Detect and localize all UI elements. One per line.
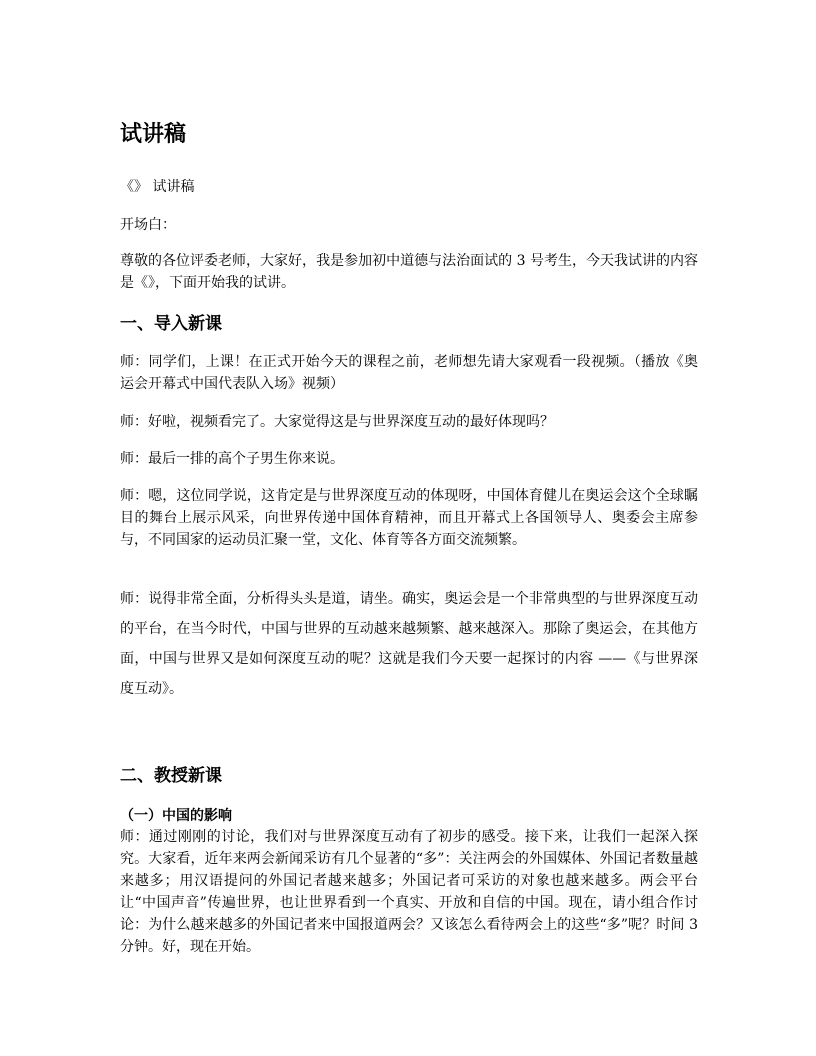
opening-label: 开场白： [120,217,176,233]
section1-heading: 一、导入新课 [120,314,222,334]
opening-text: 尊敬的各位评委老师，大家好，我是参加初中道德与法治面试的 3 号考生，今天我试讲的内容是《》，下面开始我的试讲。 [120,253,698,291]
section1-paragraph-3: 师：最后一排的高个子男生你来说。 [120,451,344,467]
section2-subheading: （一）中国的影响 [120,808,232,824]
section2-heading: 二、教授新课 [120,766,222,786]
document-title: 试讲稿 [120,122,187,147]
section1-paragraph-5: 师：说得非常全面，分析得头头是道，请坐。确实，奥运会是一个非常典型的与世界深度互动的平台，在当今时代，中国与世界的互动越来越频繁、越来越深入。那除了奥运会，在其他方面，中国与世界又是如何深度互动的呢？这就是我们今天要一起探讨的内容 ——《与世界深度互动》。 [120,591,698,697]
section1-paragraph-2: 师：好啦，视频看完了。大家觉得这是与世界深度互动的最好体现吗？ [120,414,554,430]
section1-paragraph-1: 师：同学们，上课！在正式开始今天的课程之前，老师想先请大家观看一段视频。（播放《奥运会开幕式中国代表队入场》视频） [120,354,698,392]
section2-paragraph: 师：通过刚刚的讨论，我们对与世界深度互动有了初步的感受。接下来，让我们一起深入探究。大家看，近年来两会新闻采访有几个显著的“多”：关注两会的外国媒体、外国记者数量越来越多；用汉语提问的外国记者越来越多；外国记者可采访的对象也越来越多。两会平台让“中国声音”传遍世界，也让世界看到一个真实、开放和自信的中国。现在，请小组合作讨论：为什么越来越多的外国记者来中国报道两会？又该怎么看待两会上的这些“多”呢？时间 3 分钟。好，现在开始。 [120,829,698,955]
section1-paragraph-4: 师：嗯，这位同学说，这肯定是与世界深度互动的体现呀，中国体育健儿在奥运会这个全球瞩目的舞台上展示风采，向世界传递中国体育精神，而且开幕式上各国领导人、奥委会主席参与，不同国家的运动员汇聚一堂，文化、体育等各方面交流频繁。 [120,488,698,548]
document-subtitle: 《》 试讲稿 [120,179,195,195]
